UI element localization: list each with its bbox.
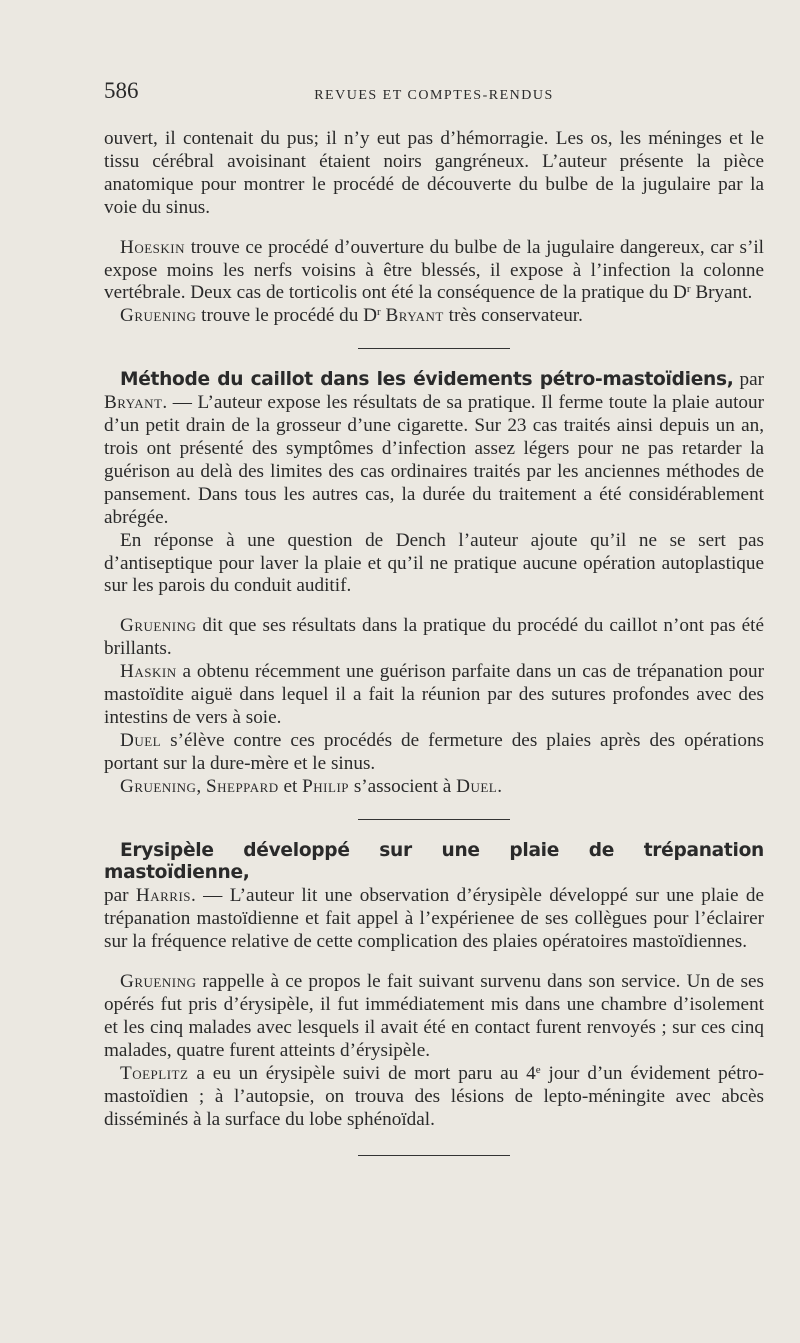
author-name: Hoeskin [120,236,186,258]
article-caillot-intro: Méthode du caillot dans les évidements pétro-mastoïdiens, par Bryant. — L’auteur expose les résultats de sa pratique. Il ferme toute la plaie autour d’un petit drain de la grosseur d’une cigarette. Sur 23 cas traités ainsi depuis un an, trois ont présenté des symptômes d’infection assez légers pour ne pas retarder la guérison au delà des limites des cas ordinaires traités par les anciennes méthodes de pansement. Dans tous les autres cas, la durée du traitement a été considérablement abrégée. [104,369,765,528]
page-header [104,78,764,118]
paragraph-hoeskin: Hoeskin trouve ce procédé d’ouverture du bulbe de la jugulaire dangereux, car s’il expose moins les nerfs voisins à être blessés, il expose à l’infection la colonne vertébrale. Deux cas de torticolis ont été la conséquence de la pratique du $D^r$ Bryant. [104,236,764,304]
article-erysipele-intro: Erysipèle développé sur une plaie de trépanation mastoïdienne, par Harris. — L’auteur lit une observation d’érysipèle développé sur une plaie de trépanation mastoïdienne et fait appel à l’expérienee de ses collègues pour l’éclairer sur la fréquence relative de cette complication des plaies opératoires mastoïdiennes. [104,839,764,953]
page-number: 586 [104,78,139,103]
author-name: Gruening [120,971,197,993]
paragraph-continuation: ouvert, il contenait du pus; il n’y eut pas d’hémorragie. Les os, les méninges et le tissu cérébral avoisinant étaient noirs gangréneux. L’auteur présente la pièce anatomique pour montrer le procédé de découverte du bulbe de la jugulaire par la voie du sinus. [104,128,764,218]
paragraph-gruening: Gruening trouve le procédé du $D^r$ Bryant très conservateur. [120,305,583,327]
article-title: Méthode du caillot dans les évidements pétro-mastoïdiens, [120,369,734,391]
article-title: Erysipèle développé sur une plaie de trépanation mastoïdienne, [104,839,764,884]
author-name: Harris [135,885,192,907]
paragraph-toeplitz: Toeplitz a eu un érysipèle suivi de mort paru au 4e jour d’un évidement pétro-mastoïdien ; à l’autopsie, on trouva des lésions de lepto-méningite avec abcès disséminés à la surface du lobe sphénoïdal. [104,1062,764,1130]
section-divider [358,819,510,820]
paragraph-associates: Gruening, Sheppard et Philip s’associent à Duel. [120,775,503,797]
paragraph-gruening-erysipele: Gruening rappelle à ce propos le fait suivant survenu dans son service. Un de ses opérés fut pris d’érysipèle, il fut immédiatement mis dans une chambre d’isolement et les cinq malades avec lesquels il avait été en contact furent renvoyés ; sur ces cinq malades, quatre furent atteints d’érysipèle. [104,971,764,1061]
author-name: Toeplitz [120,1062,189,1084]
section-divider [358,1155,510,1156]
author-name: Haskin [120,661,177,683]
section-divider [358,348,510,349]
author-name: Bryant [385,305,444,327]
running-title: REVUES ET COMPTES-RENDUS [314,88,554,103]
author-name: Gruening [120,305,197,327]
page-body [104,128,764,1176]
author-name: Duel [120,729,162,751]
paragraph-dench: En réponse à une question de Dench l’auteur ajoute qu’il ne se sert pas d’antiseptique pour laver la plaie et qu’il ne pratique aucune opération autoplastique sur les parois du conduit auditif. [104,529,764,597]
author-name: Gruening [120,615,197,637]
author-name: Bryant [104,392,163,414]
paragraph-duel: Duel s’élève contre ces procédés de fermeture des plaies après des opérations portant sur la dure-mère et le sinus. [104,729,764,774]
paragraph-gruening-caillot: Gruening dit que ses résultats dans la pratique du procédé du caillot n’ont pas été brillants. [104,615,764,660]
paragraph-haskin: Haskin a obtenu récemment une guérison parfaite dans un cas de trépanation pour mastoïdite aiguë dans lequel il a fait la réunion par des sutures profondes avec des intestins de vers à soie. [104,661,764,728]
